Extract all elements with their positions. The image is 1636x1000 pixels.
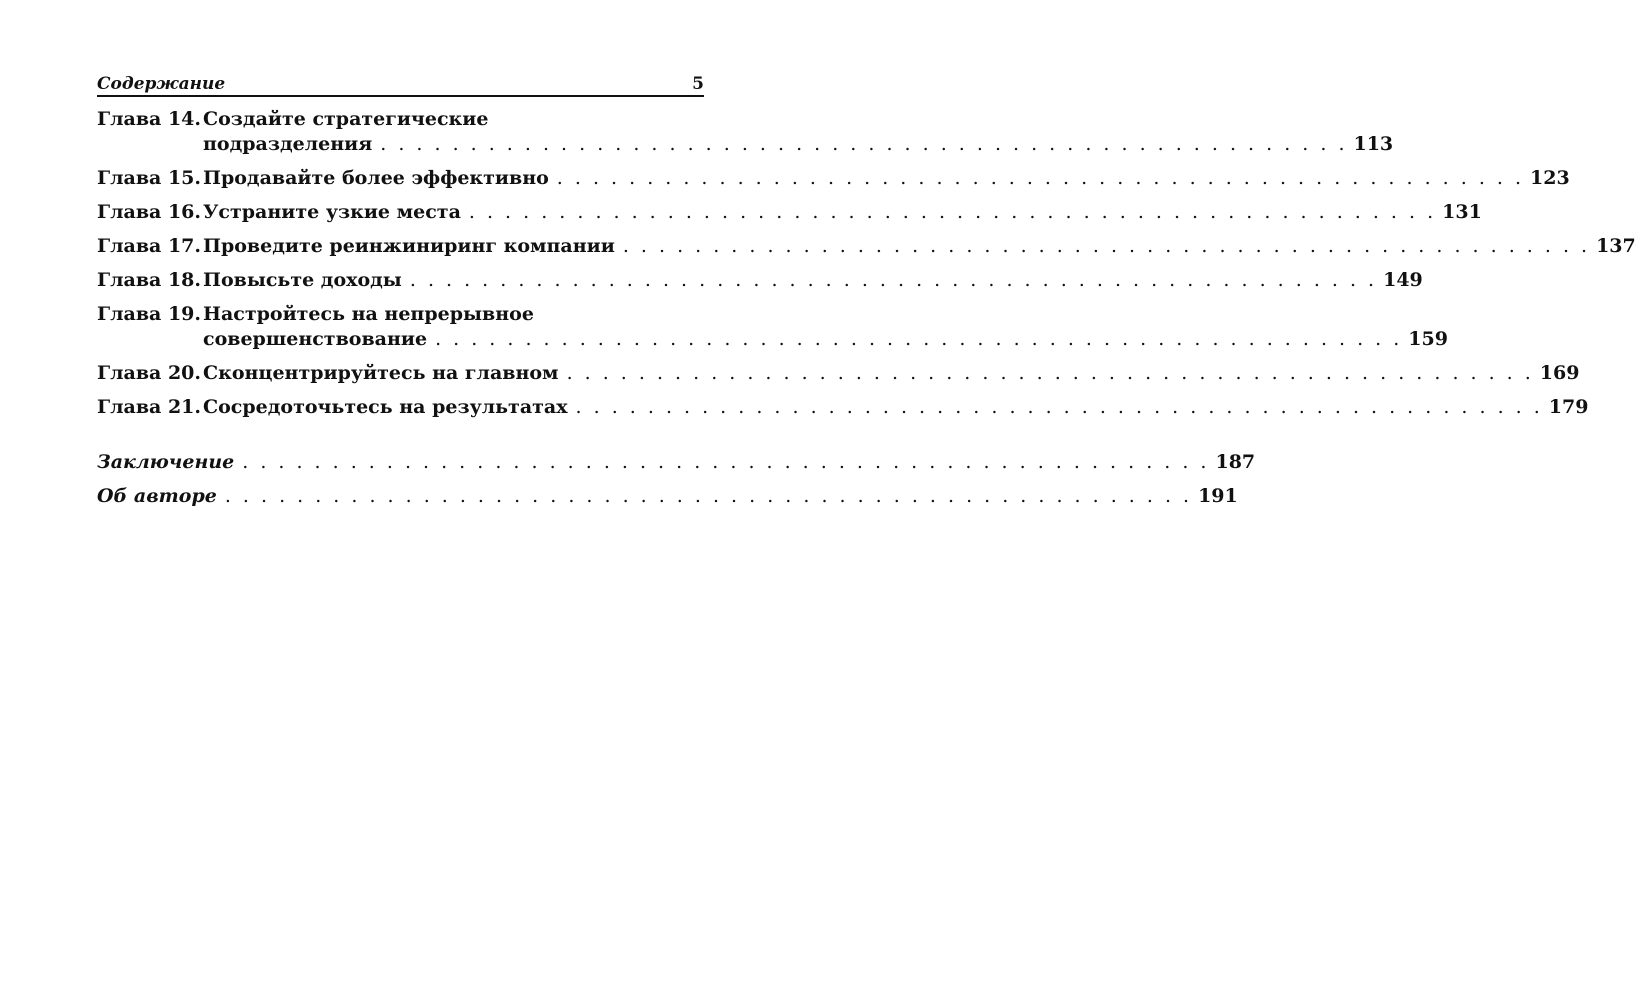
toc-entry-about-author[interactable] [97, 484, 1238, 509]
chapter-label: Глава 19. [97, 303, 202, 325]
toc-entry-chapter-17[interactable] [97, 234, 1636, 259]
chapter-page-number: 149 [1383, 269, 1423, 291]
chapter-title-continued: совершенствование [203, 328, 428, 350]
chapter-label: Глава 17. [97, 235, 202, 257]
chapter-label: Глава 20. [97, 362, 202, 384]
dot-leader: . . . . . . . . . . . . . . . . . . . . . . . . . . . . . . . . . . . . . . . . . . . . . . . . . . . . . . [380, 133, 1348, 155]
back-matter-page-number: 187 [1215, 451, 1256, 473]
toc-entry-chapter-15[interactable] [97, 166, 1570, 191]
chapter-title: Устраните узкие места [203, 201, 461, 223]
dot-leader: . . . . . . . . . . . . . . . . . . . . . . . . . . . . . . . . . . . . . . . . . . . . . . . . . . . . . . [566, 362, 1534, 384]
back-matter-title: Об авторе [97, 485, 217, 507]
running-head [97, 68, 704, 97]
chapter-page-number: 159 [1408, 328, 1448, 350]
chapter-title: Сконцентрируйтесь на главном [203, 362, 559, 384]
dot-leader: . . . . . . . . . . . . . . . . . . . . . . . . . . . . . . . . . . . . . . . . . . . . . . . . . . . . . . [224, 485, 1193, 507]
back-matter-title: Заключение [97, 451, 235, 473]
toc-entry-chapter-20[interactable] [97, 361, 1580, 386]
toc-entry-chapter-18[interactable] [97, 268, 1423, 293]
dot-leader: . . . . . . . . . . . . . . . . . . . . . . . . . . . . . . . . . . . . . . . . . . . . . . . . . . . . . . [575, 396, 1543, 418]
page-number: 5 [692, 74, 704, 94]
chapter-page-number: 113 [1353, 133, 1394, 155]
chapter-title: Проведите реинжиниринг компании [203, 235, 615, 257]
chapter-page-number: 169 [1539, 362, 1580, 384]
chapter-page-number: 131 [1442, 201, 1482, 223]
chapter-label: Глава 21. [97, 396, 202, 418]
toc-entry-chapter-21[interactable] [97, 395, 1589, 420]
toc-entry-chapter-16[interactable] [97, 200, 1482, 225]
toc-entry-conclusion[interactable] [97, 450, 1256, 475]
table-of-contents [97, 107, 1636, 509]
chapter-title-continued: подразделения [203, 133, 373, 155]
dot-leader: . . . . . . . . . . . . . . . . . . . . . . . . . . . . . . . . . . . . . . . . . . . . . . . . . . . . . . [242, 451, 1210, 473]
chapter-title: Создайте стратегические [203, 108, 489, 130]
chapter-page-number: 137 [1596, 235, 1636, 257]
chapter-label: Глава 16. [97, 201, 202, 223]
section-spacer [97, 429, 704, 450]
chapter-label: Глава 18. [97, 269, 202, 291]
dot-leader: . . . . . . . . . . . . . . . . . . . . . . . . . . . . . . . . . . . . . . . . . . . . . . . . . . . . . . [622, 235, 1591, 257]
chapter-title: Повысьте доходы [203, 269, 402, 291]
chapter-label: Глава 15. [97, 167, 202, 189]
toc-page [97, 68, 1636, 518]
dot-leader: . . . . . . . . . . . . . . . . . . . . . . . . . . . . . . . . . . . . . . . . . . . . . . . . . . . . . . [556, 167, 1525, 189]
toc-entry-chapter-14[interactable] [97, 107, 1394, 157]
toc-entry-chapter-19[interactable] [97, 302, 1448, 352]
chapter-title: Сосредоточьтесь на результатах [203, 396, 568, 418]
back-matter-page-number: 191 [1198, 485, 1238, 507]
dot-leader: . . . . . . . . . . . . . . . . . . . . . . . . . . . . . . . . . . . . . . . . . . . . . . . . . . . . . . [435, 328, 1403, 350]
running-head-title: Содержание [97, 74, 226, 94]
chapter-title: Продавайте более эффективно [203, 167, 549, 189]
chapter-page-number: 123 [1530, 167, 1570, 189]
chapter-title: Настройтесь на непрерывное [203, 303, 534, 325]
dot-leader: . . . . . . . . . . . . . . . . . . . . . . . . . . . . . . . . . . . . . . . . . . . . . . . . . . . . . . [468, 201, 1437, 223]
dot-leader: . . . . . . . . . . . . . . . . . . . . . . . . . . . . . . . . . . . . . . . . . . . . . . . . . . . . . . [409, 269, 1378, 291]
chapter-label: Глава 14. [97, 108, 202, 130]
chapter-page-number: 179 [1548, 396, 1589, 418]
